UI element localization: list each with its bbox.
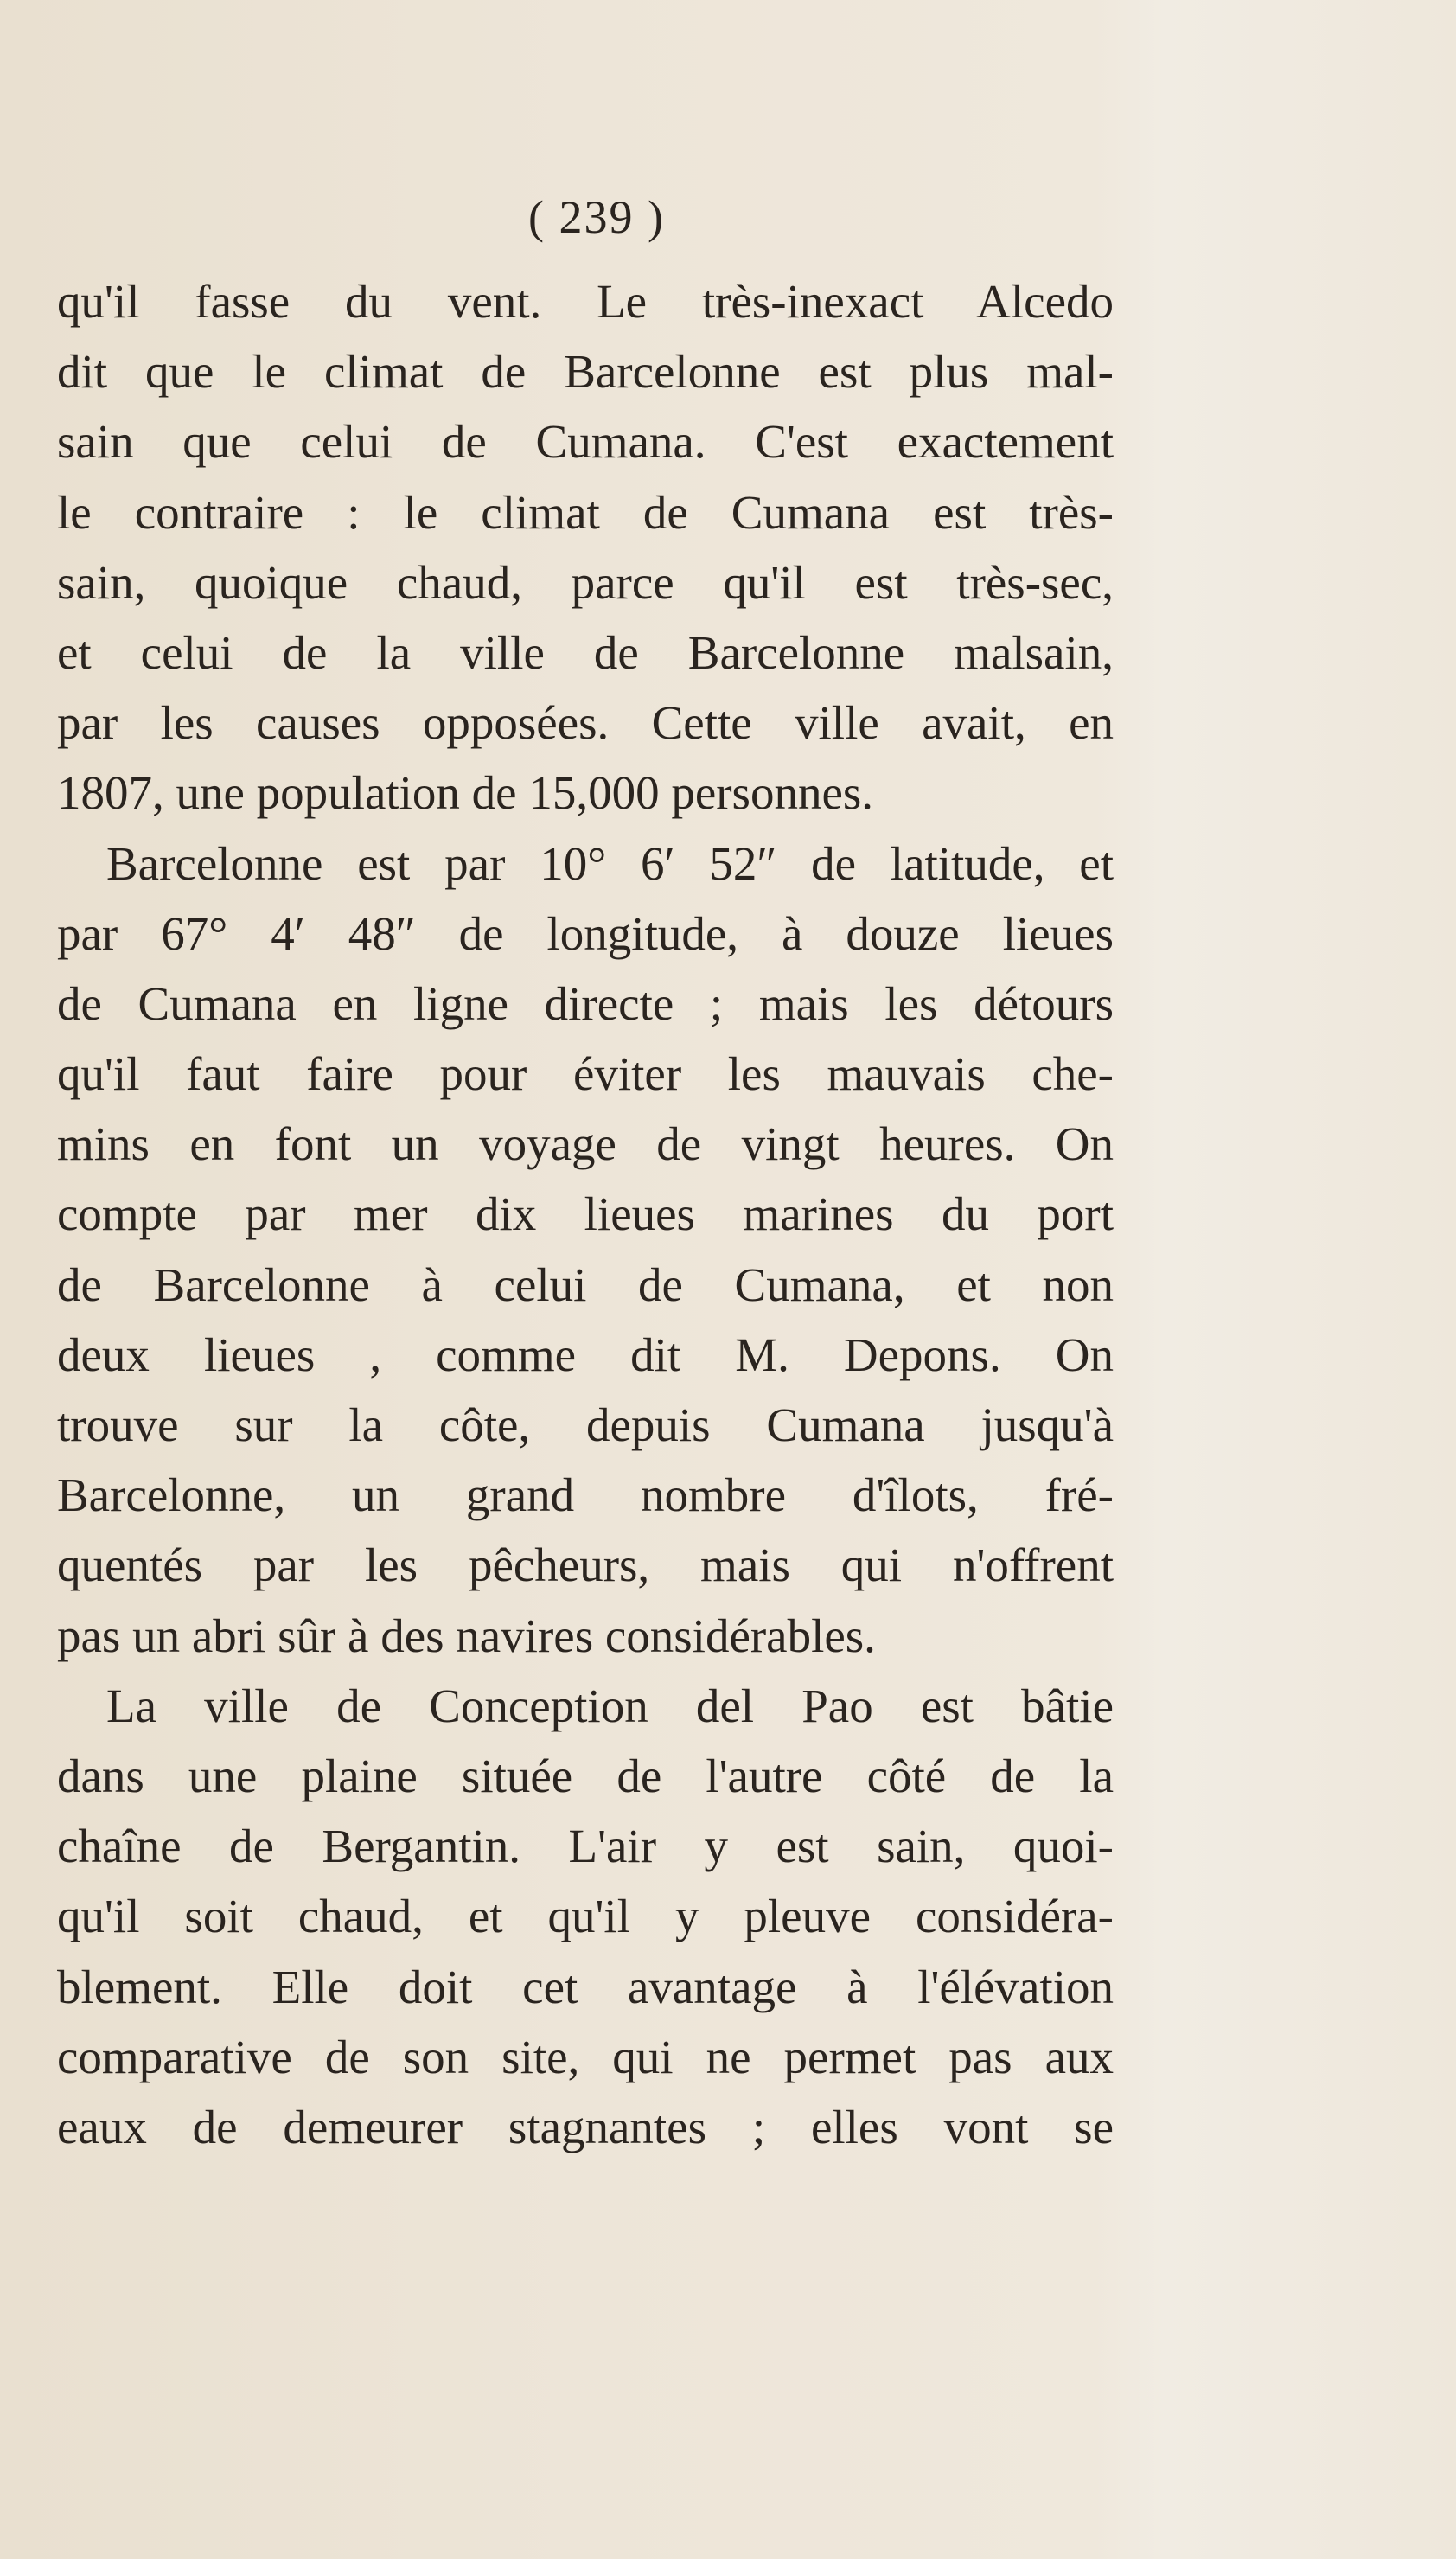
text-line: dans une plaine située de l'autre côté de la [57,1749,1114,1802]
text-line: sain que celui de Cumana. C'est exactement [57,415,1114,469]
page-number: ( 239 ) [528,191,665,243]
text-line: de Barcelonne à celui de Cumana, et non [57,1257,1114,1311]
text-line: eaux de demeurer stagnantes ; elles vont se [57,2100,1114,2153]
text-line: de Cumana en ligne directe ; mais les détours [57,976,1114,1030]
text-line: dit que le climat de Barcelonne est plus mal- [57,345,1114,399]
text-line: pas un abri sûr à des navires considérables. [57,1609,876,1662]
text-line: trouve sur la côte, depuis Cumana jusqu'à [57,1398,1114,1451]
text-line: mins en font un voyage de vingt heures. On [57,1117,1114,1171]
text-line: par les causes opposées. Cette ville avait, en [57,696,1114,750]
body-text [57,266,1114,2162]
text-line: sain, quoique chaud, parce qu'il est très-sec, [57,555,1114,609]
text-line: par 67° 4′ 48″ de longitude, à douze lieues [57,906,1114,960]
text-line: quentés par les pêcheurs, mais qui n'offrent [57,1539,1114,1592]
text-line: et celui de la ville de Barcelonne malsain, [57,625,1114,679]
text-line: qu'il fasse du vent. Le très-inexact Alcedo [57,275,1114,328]
text-line: qu'il faut faire pour éviter les mauvais che- [57,1047,1114,1101]
text-line: Barcelonne est par 10° 6′ 52″ de latitude, et [106,836,1114,890]
text-line: le contraire : le climat de Cumana est très- [57,485,1114,539]
text-line: La ville de Conception del Pao est bâtie [106,1679,1114,1732]
text-line: Barcelonne, un grand nombre d'îlots, fré- [57,1468,1114,1522]
text-line: compte par mer dix lieues marines du port [57,1187,1114,1241]
text-line: chaîne de Bergantin. L'air y est sain, quoi- [57,1820,1114,1873]
text-line: 1807, une population de 15,000 personnes. [57,766,874,820]
text-line: deux lieues , comme dit M. Depons. On [57,1327,1114,1381]
text-line: qu'il soit chaud, et qu'il y pleuve considéra- [57,1890,1114,1943]
text-line: blement. Elle doit cet avantage à l'élévation [57,1960,1114,2013]
text-line: comparative de son site, qui ne permet pas aux [57,2030,1114,2083]
